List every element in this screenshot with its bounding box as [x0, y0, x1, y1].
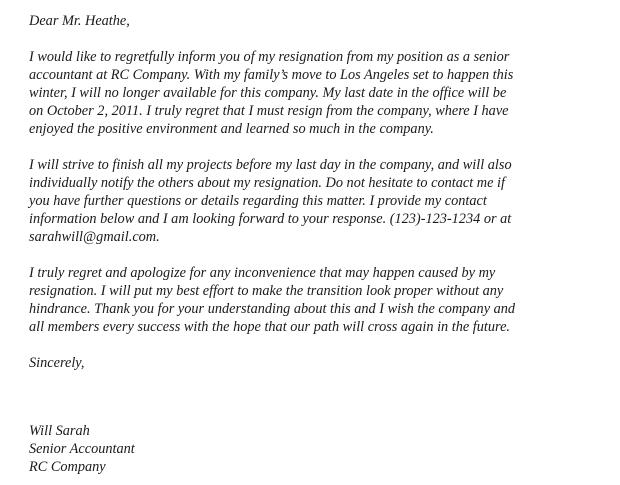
paragraph-line: I would like to regretfully inform you of my resignation from my position as a senior [29, 49, 510, 65]
paragraph-line: you have further questions or details regarding this matter. I provide my contact [29, 193, 487, 209]
paragraph-1 [29, 48, 597, 138]
paragraph-line: enjoyed the positive environment and learned so much in the company. [29, 121, 434, 137]
paragraph-line: I truly regret and apologize for any inconvenience that may happen caused by my [29, 265, 496, 281]
paragraph-3 [29, 264, 597, 336]
signature-block [29, 422, 135, 476]
letter-body [29, 12, 597, 372]
paragraph-line: sarahwill@gmail.com. [29, 229, 160, 245]
paragraph-line: resignation. I will put my best effort to make the transition look proper without any [29, 283, 504, 299]
paragraph-line: information below and I am looking forward to your response. (123)-123-1234 or at [29, 211, 512, 227]
signature-name: Will Sarah [29, 423, 90, 439]
salutation: Dear Mr. Heathe, [29, 13, 130, 29]
closing: Sincerely, [29, 355, 85, 371]
paragraph-line: on October 2, 2011. I truly regret that I must resign from the company, where I have [29, 103, 509, 119]
signature-company: RC Company [29, 459, 106, 475]
signature-title: Senior Accountant [29, 441, 135, 457]
paragraph-line: winter, I will no longer available for this company. My last date in the office will be [29, 85, 507, 101]
paragraph-line: individually notify the others about my resignation. Do not hesitate to contact me if [29, 175, 505, 191]
paragraph-line: accountant at RC Company. With my family’s move to Los Angeles set to happen this [29, 67, 514, 83]
paragraph-line: all members every success with the hope that our path will cross again in the future. [29, 319, 511, 335]
paragraph-line: I will strive to finish all my projects before my last day in the company, and will also [29, 157, 512, 173]
paragraph-2 [29, 156, 597, 246]
paragraph-line: hindrance. Thank you for your understanding about this and I wish the company and [29, 301, 516, 317]
